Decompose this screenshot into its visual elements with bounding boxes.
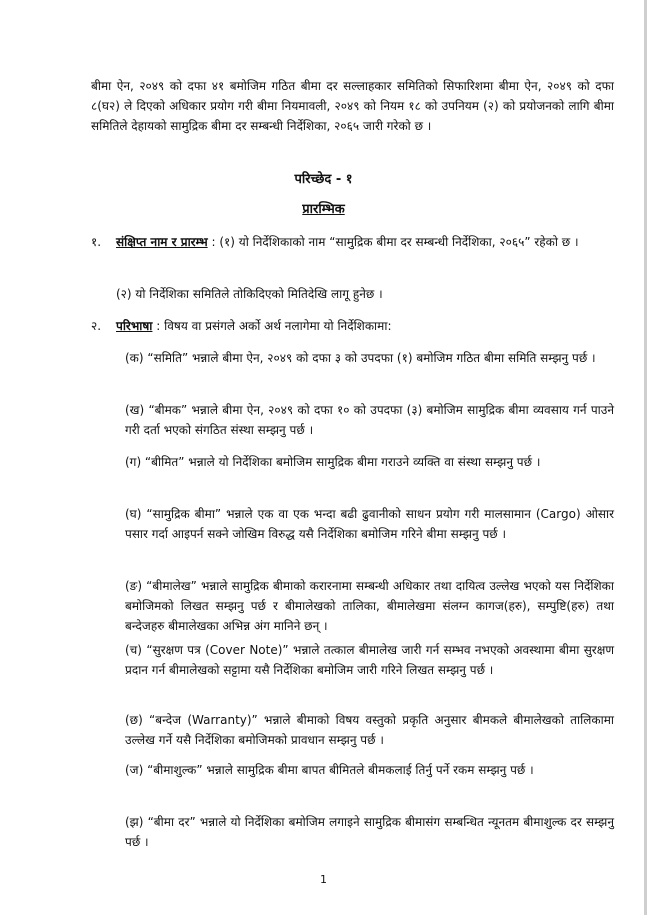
chapter-title: प्रारम्भिक bbox=[302, 202, 345, 217]
definition-gha: (घ) “सामुद्रिक बीमा” भन्नाले एक वा एक भन्दा बढी ढुवानीको साधन प्रयोग गरी मालसामान (Cargo) ओसार पसार गर्दा आइपर्न सक्ने जोखिम विरुद्ध यसै निर्देशिका बमोजिम गरिने बीमा सम्झनु पर्छ । bbox=[125, 507, 614, 541]
definition-ga: (ग) “बीमित” भन्नाले यो निर्देशिका बमोजिम सामुद्रिक बीमा गराउने व्यक्ति वा संस्था सम्झनु पर्छ । bbox=[125, 455, 541, 469]
definition-kha: (ख) “बीमक” भन्नाले बीमा ऐन, २०४९ को दफा १० को उपदफा (३) बमोजिम सामुद्रिक बीमा व्यवसाय गर्न पाउने गरी दर्ता भएको संगठित संस्था सम्झनु पर्छ । bbox=[125, 403, 614, 437]
definition-cha: (च) “सुरक्षण पत्र (Cover Note)” भन्नाले तत्काल बीमालेख जारी गर्न सम्भव नभएको अवस्थामा बीमा सुरक्षण प्रदान गर्न बीमालेखको सट्टामा यसै निर्देशिका बमोजिम जारी गरिने लिखत सम्झनु पर्छ । bbox=[125, 643, 614, 677]
section-1-number: १. bbox=[91, 235, 102, 249]
section-2-title: परिभाषा bbox=[116, 319, 153, 333]
section-2 bbox=[91, 316, 614, 336]
section-1-subsection-2: (२) यो निर्देशिका समितिले तोकिदिएको मितिदेखि लागू हुनेछ । bbox=[116, 287, 383, 301]
definition-ja: (ज) “बीमाशुल्क” भन्नाले सामुद्रिक बीमा बापत बीमितले बीमकलाई तिर्नु पर्ने रकम सम्झनु पर्छ । bbox=[125, 763, 534, 777]
section-1-title: संक्षिप्त नाम र प्रारम्भ bbox=[116, 235, 208, 249]
section-2-number: २. bbox=[91, 319, 102, 333]
page-number: 1 bbox=[320, 873, 327, 886]
definition-jha: (झ) “बीमा दर” भन्नाले यो निर्देशिका बमोजिम लगाइने सामुद्रिक बीमासंग सम्बन्धित न्यूनतम बीमाशुल्क दर सम्झनु पर्छ । bbox=[125, 815, 614, 849]
definition-ka: (क) “समिति” भन्नाले बीमा ऐन, २०४९ को दफा ३ को उपदफा (१) बमोजिम गठित बीमा समिति सम्झनु पर्छ । bbox=[125, 351, 596, 365]
intro-paragraph: बीमा ऐन, २०४९ को दफा ४१ बमोजिम गठित बीमा दर सल्लाहकार समितिको सिफारिशमा बीमा ऐन, २०४९ को दफा ८(घ२) ले दिएको अधिकार प्रयोग गरी बीमा नियमावली, २०४९ को नियम १८ को उपनियम (२) को प्रयोजनको लागि बीमा समितिले देहायको सामुद्रिक बीमा दर सम्बन्धी निर्देशिका, २०६५ जारी गरेको छ । bbox=[91, 79, 614, 133]
definition-nga: (ङ) “बीमालेख” भन्नाले सामुद्रिक बीमाको करारनामा सम्बन्धी अधिकार तथा दायित्व उल्लेख भएको यस निर्देशिका बमोजिमको लिखत सम्झनु पर्छ र बीमालेखको तालिका, बीमालेखमा संलग्न कागज(हरु), सम्पुष्टि(हरु) तथा बन्देजहरु बीमालेखका अभिन्न अंग मानिने छन् । bbox=[125, 579, 614, 633]
section-1-text: : (१) यो निर्देशिकाको नाम “सामुद्रिक बीमा दर सम्बन्धी निर्देशिका, २०६५” रहेको छ । bbox=[211, 235, 579, 249]
section-2-text: : विषय वा प्रसंगले अर्को अर्थ नलागेमा यो निर्देशिकामा: bbox=[156, 319, 392, 333]
definition-chha: (छ) “बन्देज (Warranty)” भन्नाले बीमाको विषय वस्तुको प्रकृति अनुसार बीमकले बीमालेखको तालिकामा उल्लेख गर्ने यसै निर्देशिका बमोजिमको प्रावधान सम्झनु पर्छ । bbox=[125, 713, 614, 747]
section-1 bbox=[91, 232, 614, 252]
chapter-heading: परिच्छेद - १ bbox=[294, 172, 353, 187]
